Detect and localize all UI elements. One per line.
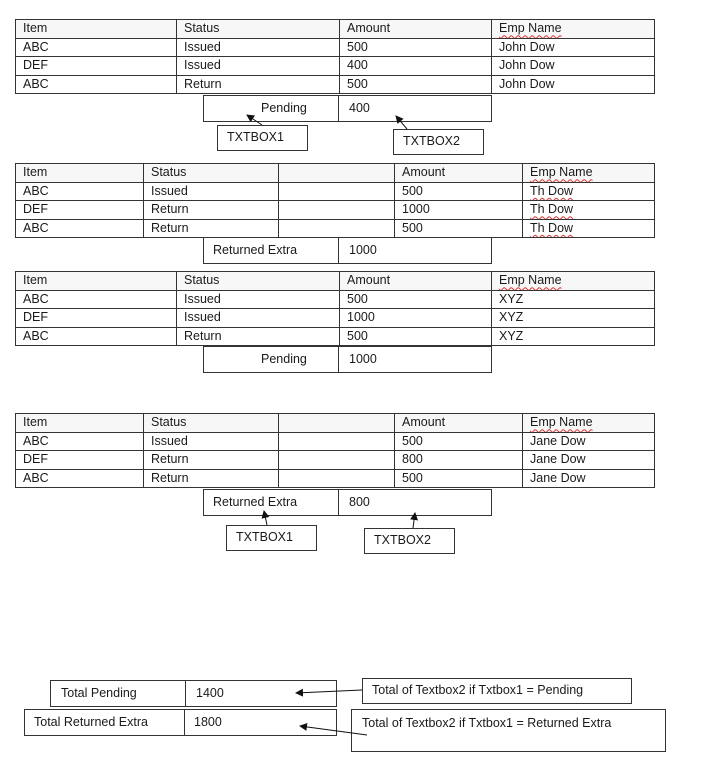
cell-item: ABC bbox=[16, 219, 144, 238]
header-amount: Amount bbox=[340, 20, 492, 39]
cell-amount: 500 bbox=[395, 219, 523, 238]
cell-item: ABC bbox=[16, 38, 177, 57]
summary-value: 1000 bbox=[349, 352, 377, 366]
arrow-txtbox2-to-value bbox=[396, 116, 407, 129]
cell-item: DEF bbox=[16, 309, 177, 328]
cell-item: ABC bbox=[16, 469, 144, 488]
cell-amount: 500 bbox=[395, 469, 523, 488]
cell-status: Return bbox=[177, 75, 340, 94]
arrow-txtbox2-to-value bbox=[413, 513, 415, 528]
summary-value: 400 bbox=[349, 101, 370, 115]
cell-item: DEF bbox=[16, 201, 144, 220]
cell-amount: 500 bbox=[395, 182, 523, 201]
returned-note: Total of Textbox2 if Txtbox1 = Returned Extra bbox=[362, 716, 612, 730]
cell-emp-name: XYZ bbox=[492, 290, 655, 309]
cell-status: Issued bbox=[144, 182, 279, 201]
cell-amount: 500 bbox=[395, 432, 523, 451]
summary-value: 800 bbox=[349, 495, 370, 509]
total-pending-value: 1400 bbox=[196, 686, 224, 700]
cell-emp-name: Jane Dow bbox=[523, 469, 655, 488]
cell-status: Issued bbox=[177, 309, 340, 328]
header-item: Item bbox=[16, 164, 144, 183]
cell-emp-name-text: Th Dow bbox=[530, 220, 574, 235]
total-returned-label: Total Returned Extra bbox=[34, 715, 148, 729]
summary-label: Returned Extra bbox=[213, 495, 298, 509]
cell-item: ABC bbox=[16, 75, 177, 94]
cell-emp-name: John Dow bbox=[492, 57, 655, 76]
cell-emp-name: John Dow bbox=[492, 75, 655, 94]
txtbox1-label: TXTBOX1 bbox=[236, 530, 293, 544]
header-emp-name-text: Emp Name bbox=[499, 273, 562, 288]
arrow-returned-note bbox=[300, 726, 367, 735]
header-status: Status bbox=[177, 20, 340, 39]
header-amount: Amount bbox=[395, 164, 523, 183]
summary-label: Pending bbox=[261, 352, 307, 366]
cell-status: Issued bbox=[144, 432, 279, 451]
cell-amount: 800 bbox=[395, 451, 523, 470]
header-status: Status bbox=[144, 164, 279, 183]
header-item: Item bbox=[16, 272, 177, 291]
header-item: Item bbox=[16, 414, 144, 433]
arrow-pending-note bbox=[296, 690, 362, 693]
cell-status: Return bbox=[144, 219, 279, 238]
pending-note: Total of Textbox2 if Txtbox1 = Pending bbox=[372, 683, 584, 697]
arrow-txtbox1-to-label bbox=[247, 115, 262, 125]
cell-emp-name: XYZ bbox=[492, 327, 655, 346]
cell-amount: 1000 bbox=[395, 201, 523, 220]
cell-amount: 500 bbox=[340, 75, 492, 94]
cell-item: ABC bbox=[16, 182, 144, 201]
cell-status: Return bbox=[144, 469, 279, 488]
txtbox2-label: TXTBOX2 bbox=[374, 533, 431, 547]
txtbox1-label: TXTBOX1 bbox=[227, 130, 284, 144]
cell-status: Return bbox=[177, 327, 340, 346]
cell-item: DEF bbox=[16, 57, 177, 76]
header-amount: Amount bbox=[340, 272, 492, 291]
arrow-txtbox1-to-label bbox=[264, 511, 267, 525]
cell-status: Return bbox=[144, 451, 279, 470]
total-pending-label: Total Pending bbox=[61, 686, 137, 700]
cell-status: Issued bbox=[177, 57, 340, 76]
cell-amount: 500 bbox=[340, 327, 492, 346]
total-returned-value: 1800 bbox=[194, 715, 222, 729]
header-status: Status bbox=[177, 272, 340, 291]
cell-status: Issued bbox=[177, 38, 340, 57]
cell-status: Issued bbox=[177, 290, 340, 309]
cell-status: Return bbox=[144, 201, 279, 220]
cell-item: ABC bbox=[16, 290, 177, 309]
cell-amount: 1000 bbox=[340, 309, 492, 328]
header-status: Status bbox=[144, 414, 279, 433]
txtbox2-label: TXTBOX2 bbox=[403, 134, 460, 148]
header-emp-name-text: Emp Name bbox=[530, 415, 593, 430]
cell-item: ABC bbox=[16, 432, 144, 451]
summary-label: Returned Extra bbox=[213, 243, 298, 257]
cell-emp-name: XYZ bbox=[492, 309, 655, 328]
cell-item: DEF bbox=[16, 451, 144, 470]
cell-amount: 400 bbox=[340, 57, 492, 76]
header-item: Item bbox=[16, 20, 177, 39]
summary-label: Pending bbox=[261, 101, 307, 115]
summary-value: 1000 bbox=[349, 243, 377, 257]
cell-amount: 500 bbox=[340, 290, 492, 309]
cell-emp-name: Jane Dow bbox=[523, 432, 655, 451]
cell-amount: 500 bbox=[340, 38, 492, 57]
header-emp-name-text: Emp Name bbox=[530, 165, 593, 180]
cell-emp-name: Jane Dow bbox=[523, 451, 655, 470]
cell-emp-name-text: Th Dow bbox=[530, 202, 574, 217]
cell-emp-name: John Dow bbox=[492, 38, 655, 57]
cell-item: ABC bbox=[16, 327, 177, 346]
header-emp-name-text: Emp Name bbox=[499, 21, 562, 36]
cell-emp-name-text: Th Dow bbox=[530, 183, 574, 198]
header-amount: Amount bbox=[395, 414, 523, 433]
